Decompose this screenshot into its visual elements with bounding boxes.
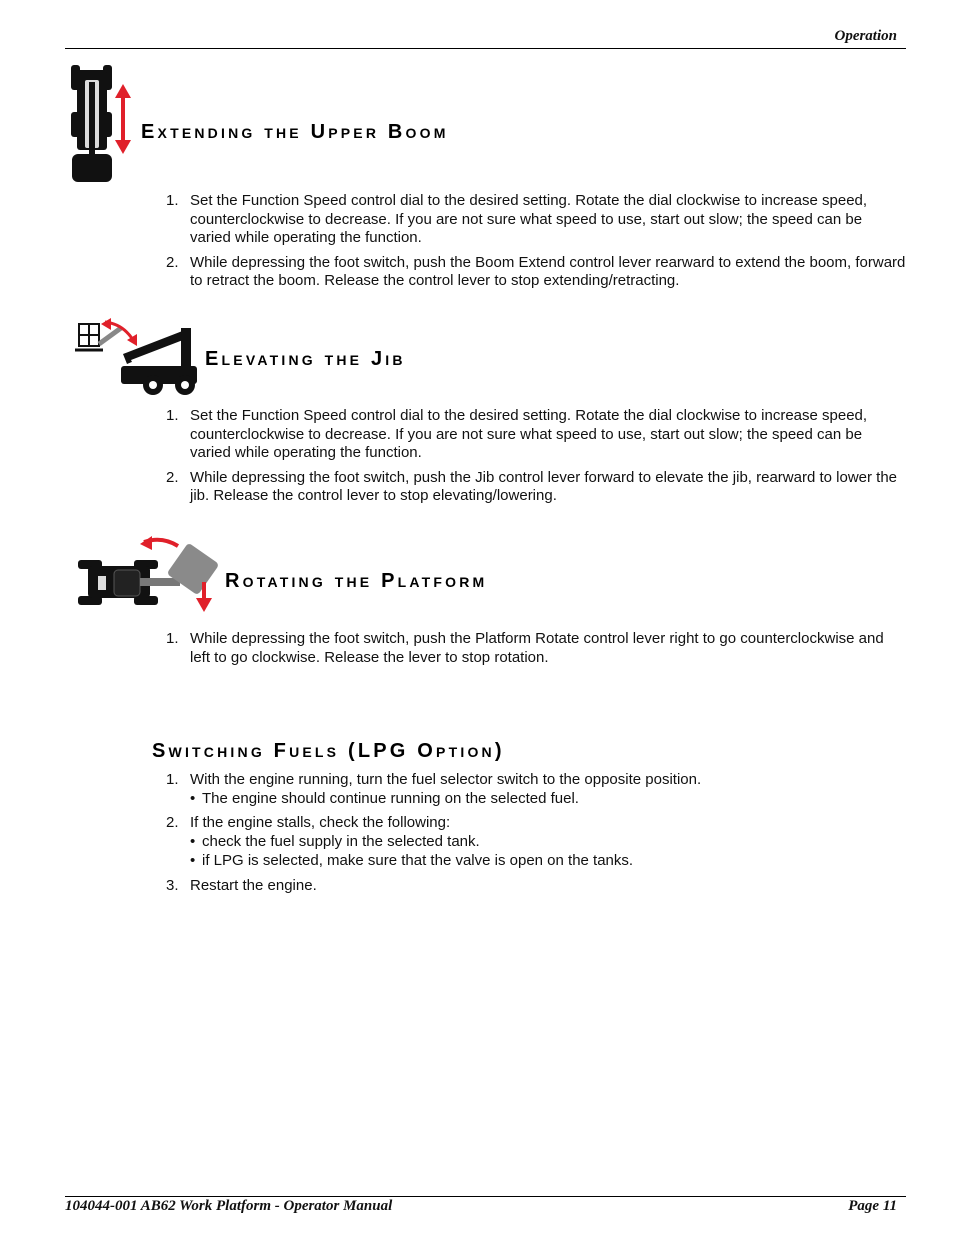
step-text: If the engine stalls, check the following:: [190, 814, 451, 831]
footer-page-label: Page 11: [848, 1198, 897, 1214]
bullet-dot: •: [190, 789, 196, 807]
boom-extend-icon: [68, 62, 136, 184]
step-number: 2.: [166, 814, 179, 831]
step-number: 3.: [166, 876, 179, 894]
step-number: 1.: [166, 192, 179, 209]
bullet-text: The engine should continue running on the selected fuel.: [202, 789, 579, 807]
list-item: [166, 254, 906, 291]
bullet-list: [190, 833, 906, 871]
list-item: [166, 771, 906, 808]
header-rule: [65, 48, 906, 49]
bullet-dot: •: [190, 852, 196, 869]
step-text: Restart the engine.: [190, 876, 317, 894]
list-item: [166, 192, 906, 248]
steps-extend-boom: [166, 192, 906, 297]
bullet-text: check the fuel supply in the selected tank.: [202, 832, 480, 850]
footer-manual-title: 104044-001 AB62 Work Platform - Operator Manual: [65, 1198, 393, 1214]
list-item: [166, 877, 906, 896]
section-title-elevate-jib: Elevating the Jib: [205, 348, 406, 370]
steps-elevate-jib: [166, 407, 906, 512]
section-title-extend-boom: Extending the Upper Boom: [141, 121, 449, 143]
step-text: While depressing the foot switch, push the Jib control lever forward to elevate the jib, rearward to lower the jib. Release the control lever to stop elevating/lowering.: [190, 468, 898, 504]
step-text: Set the Function Speed control dial to the desired setting. Rotate the dial clockwise to increase speed, counterclockwise to decrease. If you are not sure what speed to use, start out slow; the speed can be varied while operating the function.: [190, 407, 868, 461]
step-text: While depressing the foot switch, push the Boom Extend control lever rearward to extend the boom, forward to retract the boom. Release the control lever to stop extending/retracting.: [190, 253, 906, 289]
bullet-item: [190, 790, 906, 809]
bullet-item: [190, 833, 906, 852]
step-number: 1.: [166, 630, 179, 647]
section-title-rotate-platform: Rotating the Platform: [225, 570, 488, 592]
step-text: While depressing the foot switch, push the Platform Rotate control lever right to go counterclockwise and left to go clockwise. Release the lever to stop rotation.: [190, 630, 884, 666]
step-number: 2.: [166, 253, 179, 271]
step-number: 2.: [166, 468, 179, 486]
steps-switching-fuels: [166, 771, 906, 901]
steps-rotate-platform: [166, 630, 906, 673]
footer-rule: [65, 1196, 906, 1197]
step-number: 1.: [166, 407, 179, 424]
bullet-dot: •: [190, 832, 196, 850]
step-text: With the engine running, turn the fuel selector switch to the opposite position.: [190, 771, 702, 788]
header-section-label: Operation: [834, 28, 897, 44]
platform-rotate-icon: [74, 532, 220, 614]
list-item: [166, 469, 906, 506]
jib-elevate-icon: [75, 318, 200, 398]
list-item: [166, 630, 906, 667]
bullet-text: if LPG is selected, make sure that the valve is open on the tanks.: [202, 852, 634, 869]
bullet-list: [190, 790, 906, 809]
section-title-switching-fuels: Switching Fuels (LPG Option): [152, 740, 505, 762]
step-number: 1.: [166, 771, 179, 788]
bullet-item: [190, 852, 906, 871]
list-item: [166, 814, 906, 871]
step-text: Set the Function Speed control dial to the desired setting. Rotate the dial clockwise to increase speed, counterclockwise to decrease. If you are not sure what speed to use, start out slow; the speed can be varied while operating the function.: [190, 192, 868, 246]
list-item: [166, 407, 906, 463]
